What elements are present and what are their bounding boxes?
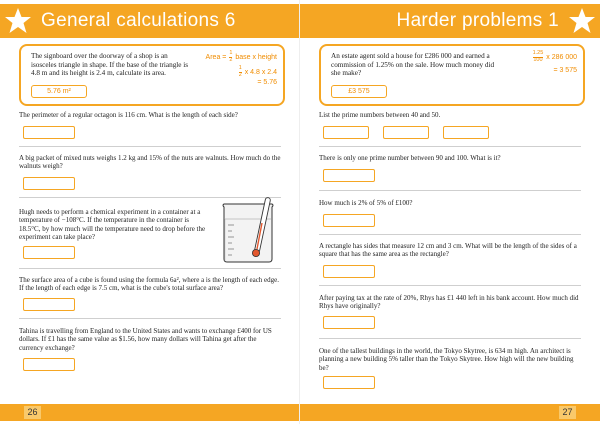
answer-box[interactable]: [323, 265, 375, 278]
example-question: An estate agent sold a house for £286 000 and earned a commission of 1.25% on the sale. How much money did she make?: [331, 52, 495, 78]
example-answer-box: £3 575: [331, 85, 387, 98]
question-6: [319, 347, 581, 372]
frac-num: 1: [229, 50, 233, 56]
question-5: [319, 294, 581, 311]
right-footer: [300, 404, 600, 421]
answer-box[interactable]: [23, 298, 75, 311]
fraction: [533, 51, 544, 63]
question-text: A rectangle has sides that measure 12 cm and 3 cm. What will be the length of the sides of a square that has the same area as the rectangle?: [319, 242, 577, 259]
question-2: [19, 154, 281, 171]
page-title: Harder problems 1: [396, 10, 559, 31]
question-5: [19, 327, 281, 352]
question-1: [19, 111, 281, 119]
divider: [19, 268, 281, 269]
question-1: [319, 111, 581, 119]
fraction-half: [229, 51, 232, 63]
answer-box[interactable]: [23, 177, 75, 190]
answer-box[interactable]: [23, 246, 75, 259]
divider: [19, 318, 281, 319]
divider: [319, 285, 581, 286]
frac-num: 1.25: [532, 50, 544, 56]
right-page: [300, 0, 600, 424]
answer-box[interactable]: [323, 169, 375, 182]
frac-num: 1: [238, 65, 242, 71]
divider: [19, 146, 281, 147]
question-3: [19, 208, 209, 242]
question-text: Tahina is travelling from England to the United States and wants to exchange £400 for US dollars. If £1 has the same value as $1.56, how many dollars will Tahina get after the currency exchange?: [19, 327, 272, 352]
example-answer-box: 5.76 m²: [31, 85, 87, 98]
example-question: The signboard over the doorway of a shop is an isosceles triangle in shape. If the base of the triangle is 4.8 m and its height is 2.4 m, calculate its area.: [31, 52, 189, 78]
question-3: [319, 199, 581, 207]
page-number: 27: [559, 406, 576, 419]
left-footer: [0, 404, 300, 421]
gutter: [299, 0, 300, 424]
question-text: List the prime numbers between 40 and 50.: [319, 111, 441, 119]
answer-box[interactable]: [23, 358, 75, 371]
question-text: How much is 2% of 5% of £100?: [319, 199, 413, 207]
question-4: [19, 276, 281, 293]
frac-den: 2: [229, 56, 233, 63]
page-title: General calculations 6: [41, 10, 236, 31]
answer-box[interactable]: [323, 126, 369, 139]
divider: [319, 338, 581, 339]
worked-example: [19, 44, 285, 106]
question-text: After paying tax at the rate of 20%, Rhys has £1 440 left in his bank account. How much did Rhys have originally?: [319, 294, 579, 311]
step-2: x 4.8 x 2.4: [244, 68, 277, 76]
question-text: The surface area of a cube is found using the formula 6a², where a is the length of each edge. If the length of each edge is 7.5 cm, what is the cube's total surface area?: [19, 276, 280, 293]
right-header: [300, 4, 600, 38]
step-1: x 286 000: [546, 53, 577, 61]
divider: [319, 146, 581, 147]
beaker-thermometer-illustration: [218, 195, 282, 265]
example-working: [197, 51, 277, 87]
step-3: = 5.76: [257, 79, 277, 86]
answer-box[interactable]: [443, 126, 489, 139]
question-4: [319, 242, 581, 259]
answer-box[interactable]: [323, 376, 375, 389]
star-icon: [567, 6, 597, 36]
question-text: The perimeter of a regular octagon is 116 cm. What is the length of each side?: [19, 111, 238, 119]
worked-example: [319, 44, 585, 106]
question-text: A big packet of mixed nuts weighs 1.2 kg and 15% of the nuts are walnuts. How much do the walnuts weigh?: [19, 154, 281, 171]
page-number: 26: [24, 406, 41, 419]
formula-suffix: base x height: [235, 53, 277, 61]
question-text: One of the tallest buildings in the world, the Tokyo Skytree, is 634 m high. An architect is planning a new building 5% taller than the Tokyo Skytree. How high will the new building be?: [319, 347, 574, 372]
divider: [319, 234, 581, 235]
question-2: [319, 154, 581, 162]
left-header: [0, 4, 300, 38]
answer-box[interactable]: [323, 316, 375, 329]
frac-den: 2: [238, 71, 242, 78]
answer-box[interactable]: [383, 126, 429, 139]
formula-prefix: Area =: [205, 53, 227, 61]
example-working: [497, 51, 577, 75]
answer-box[interactable]: [323, 214, 375, 227]
answer-box[interactable]: [23, 126, 75, 139]
step-2: = 3 575: [553, 67, 577, 74]
fraction-half-2: [239, 66, 242, 78]
star-icon: [3, 6, 33, 36]
question-text: There is only one prime number between 90 and 100. What is it?: [319, 154, 501, 162]
question-text: Hugh needs to perform a chemical experiment in a container at a temperature of −108°C. If the temperature in the container is 18.5°C, by how much will the temperature need to drop before the experiment can take place?: [19, 208, 206, 242]
divider: [319, 190, 581, 191]
frac-den: 100: [533, 56, 543, 63]
